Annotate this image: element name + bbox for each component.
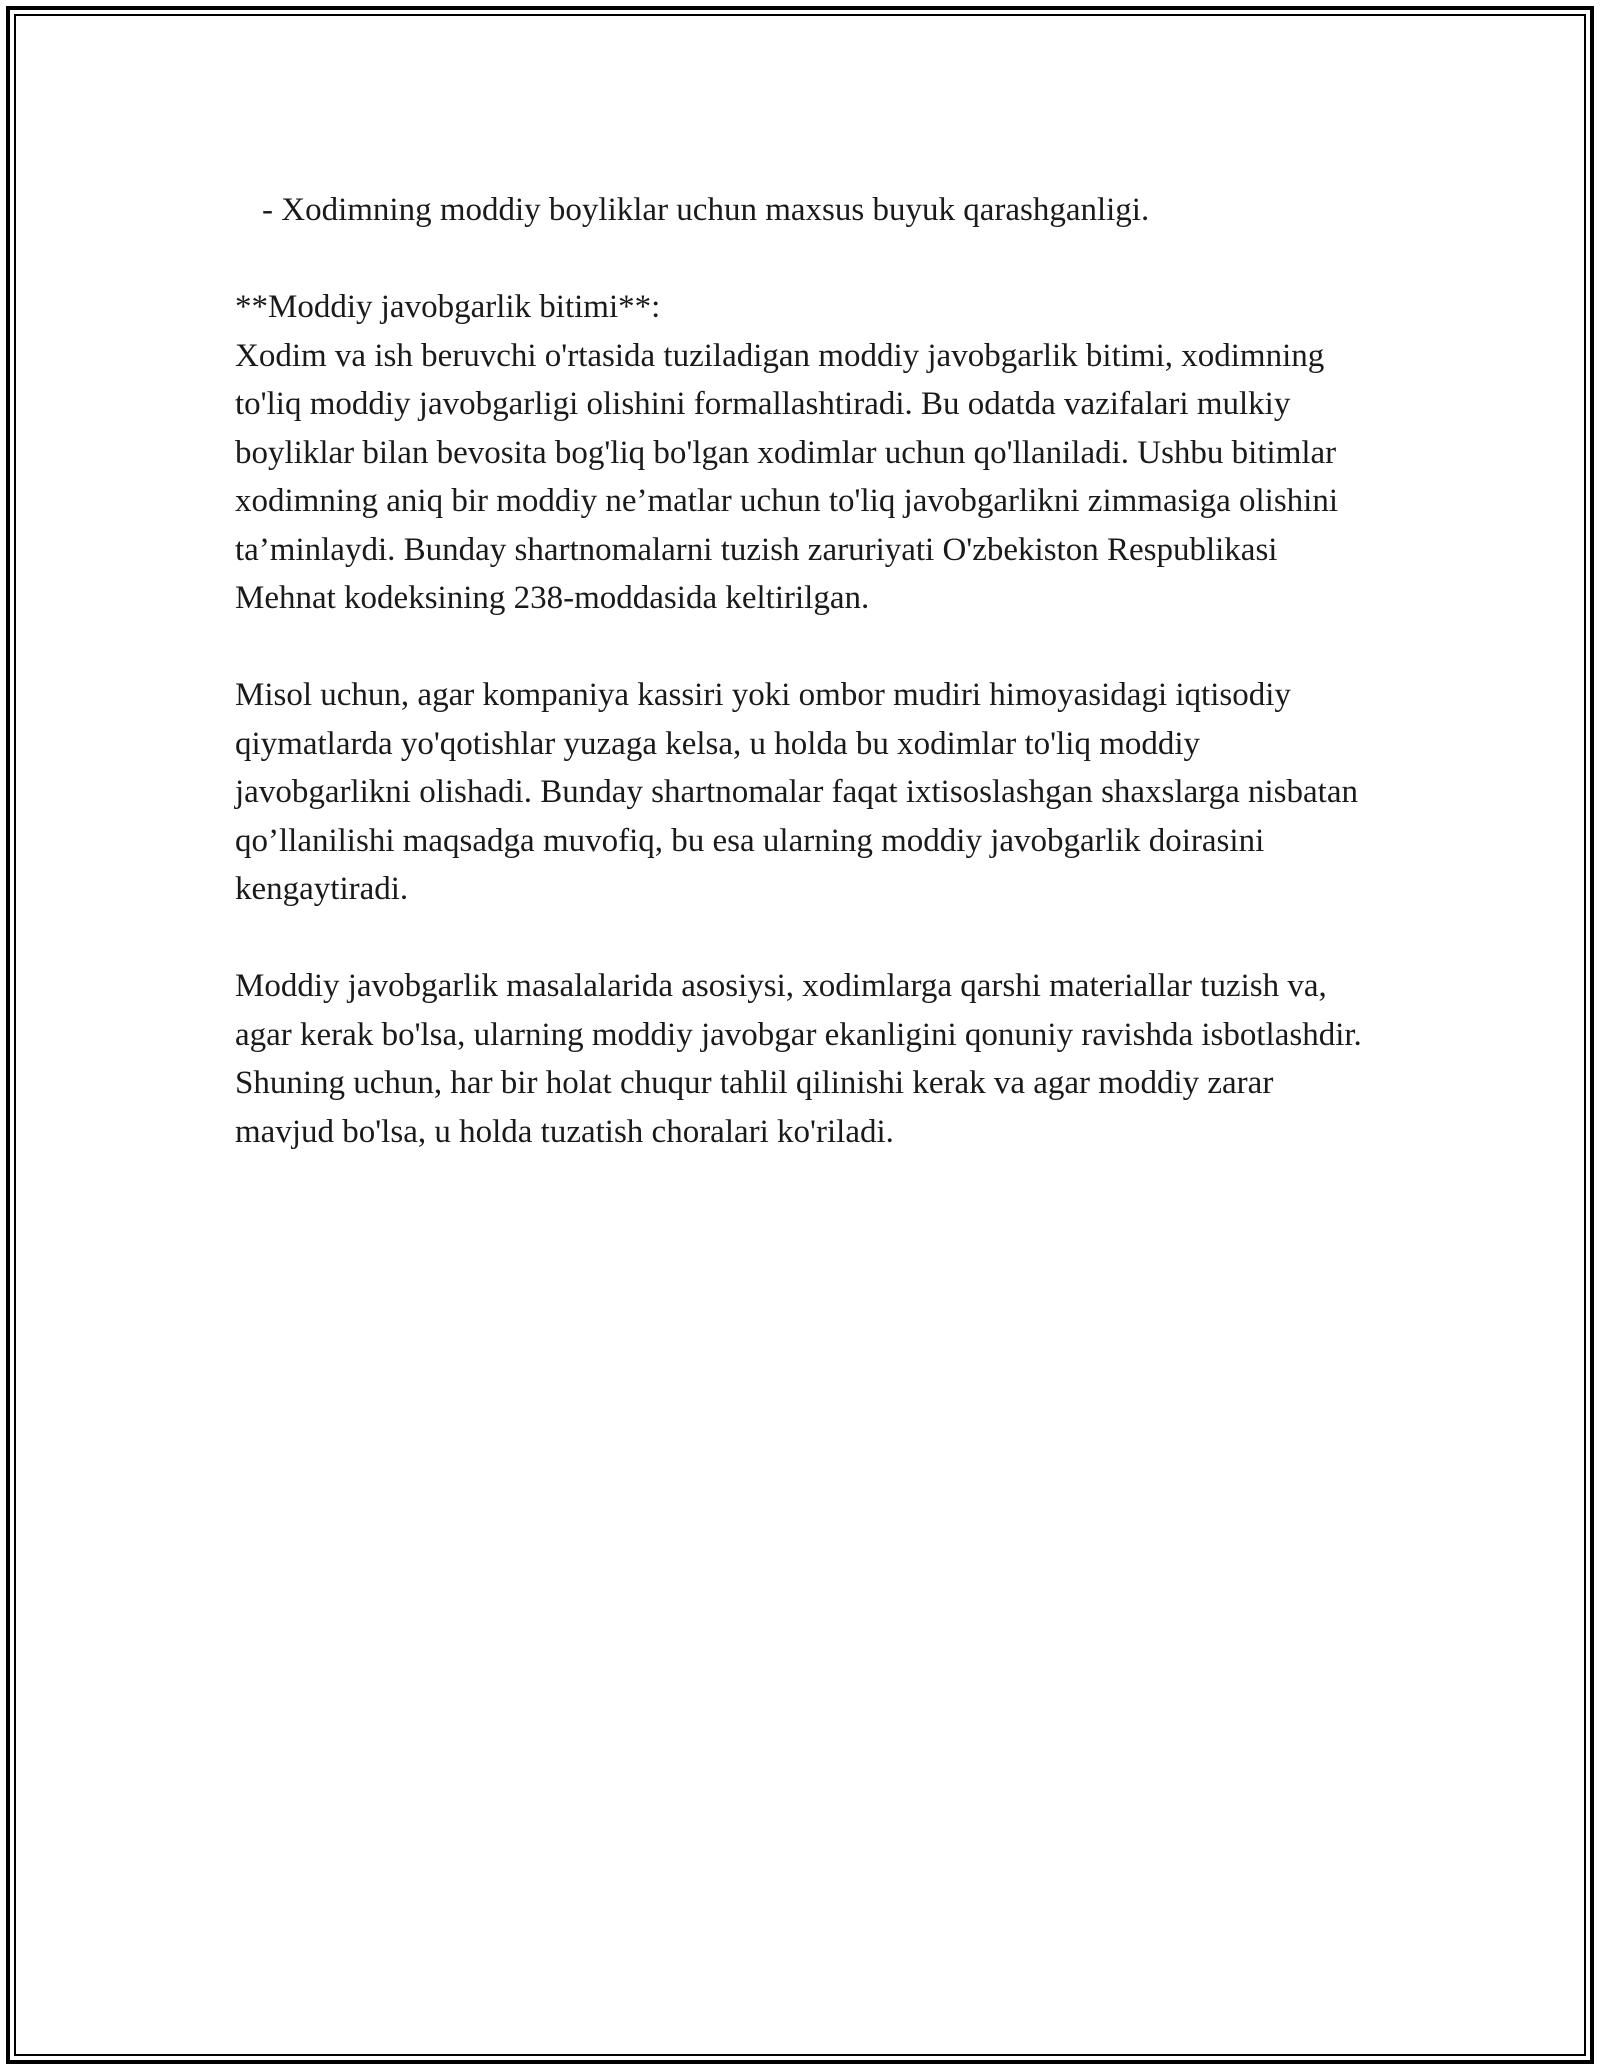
paragraph-2: Misol uchun, agar kompaniya kassiri yoki ombor mudiri himoyasidagi iqtisodiy qiymatlarda yo'qotishlar yuzaga kelsa, u holda bu xodimlar to'liq moddiy javobgarlikni olishadi. Bunday shartnomalar faqat ixtisoslashgan shaxslarga nisbatan qo’llanilishi maqsadga muvofiq, bu esa ularning moddiy javobgarlik doirasini kengaytiradi. [235,677,1358,907]
section-heading: **Moddiy javobgarlik bitimi**: [235,289,661,325]
paragraph-3: Moddiy javobgarlik masalalarida asosiysi, xodimlarga qarshi materiallar tuzish va, agar kerak bo'lsa, ularning moddiy javobgar ekanligini qonuniy ravishda isbotlashdir. Shuning uchun, har bir holat chuqur tahlil qilinishi kerak va agar moddiy zarar mavjud bo'lsa, u holda tuzatish choralari ko'riladi. [235,968,1362,1150]
paragraph-1: Xodim va ish beruvchi o'rtasida tuziladigan moddiy javobgarlik bitimi, xodimning to'liq moddiy javobgarligi olishini formallashtiradi. Bu odatda vazifalari mulkiy boyliklar bilan bevosita bog'liq bo'lgan xodimlar uchun qo'llaniladi. Ushbu bitimlar xodimning aniq bir moddiy ne’matlar uchun to'liq javobgarlikni zimmasiga olishini ta’minlaydi. Bunday shartnomalarni tuzish zaruriyati O'zbekiston Respublikasi Mehnat kodeksining 238-moddasida keltirilgan. [235,337,1339,616]
bullet-line: - Xodimning moddiy boyliklar uchun maxsus buyuk qarashganligi. [262,192,1150,228]
spacer [235,235,1365,284]
spacer [235,623,1365,672]
document-body [235,186,1365,1156]
spacer [235,914,1365,963]
